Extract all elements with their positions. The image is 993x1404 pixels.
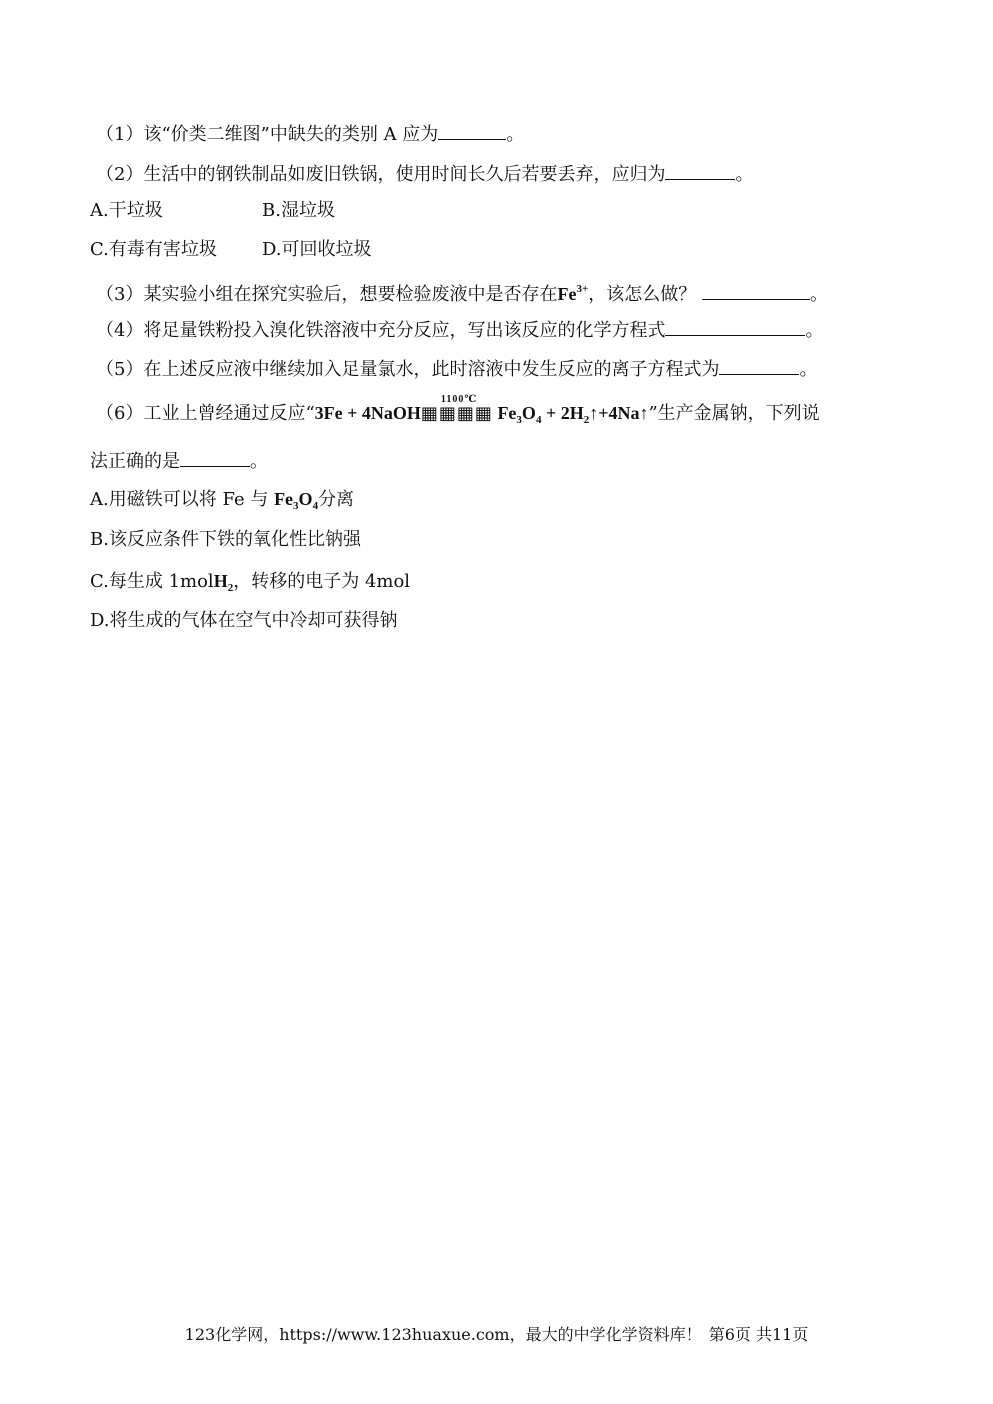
question-4 xyxy=(96,318,823,342)
question-5 xyxy=(96,357,817,381)
q5-end: 。 xyxy=(799,359,818,380)
q2-option-b-text: B.湿垃圾 xyxy=(262,200,335,221)
q4-text: （4）将足量铁粉投入溴化铁溶液中充分反应，写出该反应的化学方程式 xyxy=(96,320,666,341)
question-6-line2 xyxy=(90,449,268,473)
answer-blank xyxy=(665,318,805,336)
condition-temperature: 1100℃ xyxy=(440,394,478,405)
h2-formula: $H_2$ xyxy=(213,571,234,594)
q2-text: （2）生活中的钢铁制品如废旧铁锅，使用时间长久后若要丢弃，应归为 xyxy=(96,164,666,185)
equation-reactants: 3Fe + 4NaOH xyxy=(314,403,421,423)
q2-option-a-text: A.干垃圾 xyxy=(90,200,163,221)
equation-na: ↑+4Na↑ xyxy=(589,403,649,423)
h-symbol: H xyxy=(213,571,228,591)
q1-text: （1）该“价类二维图”中缺失的类别 A 应为 xyxy=(96,124,439,145)
q2-end: 。 xyxy=(735,164,754,185)
q6-line2: 法正确的是 xyxy=(90,451,180,472)
footer-site: 123化学网，https://www.123huaxue.com，最大的中学化学资料库！ xyxy=(184,1325,702,1344)
q6-option-b-text: B.该反应条件下铁的氧化性比钠强 xyxy=(90,529,361,550)
answer-blank xyxy=(180,449,250,467)
answer-blank xyxy=(438,122,506,140)
q5-text: （5）在上述反应液中继续加入足量氯水，此时溶液中发生反应的离子方程式为 xyxy=(96,359,720,380)
footer-page-number: 第6页 共11页 xyxy=(708,1325,809,1344)
q6-text-after: ”生产金属钠，下列说 xyxy=(648,403,820,424)
q2-option-a xyxy=(90,200,163,222)
question-2 xyxy=(96,162,753,186)
fe3o4-formula: $Fe_3O_4$ xyxy=(274,489,319,512)
q1-end: 。 xyxy=(506,124,525,145)
fe3-ion xyxy=(557,284,588,304)
answer-blank xyxy=(665,162,735,180)
q2-option-d xyxy=(262,239,372,261)
q6-option-c-text: C.每生成 1mol xyxy=(90,571,214,592)
q2-option-c-text: C.有毒有害垃圾 xyxy=(90,239,217,260)
question-3 xyxy=(96,278,828,306)
q2-option-b xyxy=(262,200,335,222)
q4-end: 。 xyxy=(805,320,824,341)
reaction-equation: 3Fe + 4NaOH 1100℃ ▦▦▦▦ $Fe_3O_4$ + $2H_2↑+4Na↑$ xyxy=(315,403,649,423)
answer-blank xyxy=(702,282,810,300)
ion-symbol: Fe xyxy=(557,284,577,304)
q2-option-d-text: D.可回收垃圾 xyxy=(262,239,372,260)
answer-blank xyxy=(719,357,799,375)
q3-text: （3）某实验小组在探究实验后，想要检验废液中是否存在 xyxy=(96,284,558,305)
q6-option-a-text: A.用磁铁可以将 Fe 与 xyxy=(90,489,269,510)
question-1 xyxy=(96,122,524,146)
q6-option-b xyxy=(90,529,361,551)
q6-option-c xyxy=(90,570,410,599)
q6-option-d-text: D.将生成的气体在空气中冷却可获得钠 xyxy=(90,610,398,631)
reaction-condition: 1100℃ ▦▦▦▦ xyxy=(421,402,493,424)
equation-h2: + 2H xyxy=(545,403,584,423)
page-footer xyxy=(0,1322,993,1345)
question-6 xyxy=(96,394,820,431)
q3-end: 。 xyxy=(809,284,828,305)
equation-fe3o4-fe: Fe xyxy=(497,403,517,423)
q6-option-c-end: ，转移的电子为 4mol xyxy=(233,571,411,592)
ion-charge: 3+ xyxy=(576,283,589,295)
q6-end: 。 xyxy=(250,451,268,472)
q2-option-c xyxy=(90,239,217,261)
q6-option-a xyxy=(90,488,354,517)
q6-option-a-end: 分离 xyxy=(318,489,355,510)
q6-option-d xyxy=(90,610,398,632)
q3-after: ，该怎么做？ xyxy=(588,284,697,305)
q6-text: （6）工业上曾经通过反应“ xyxy=(96,403,315,424)
